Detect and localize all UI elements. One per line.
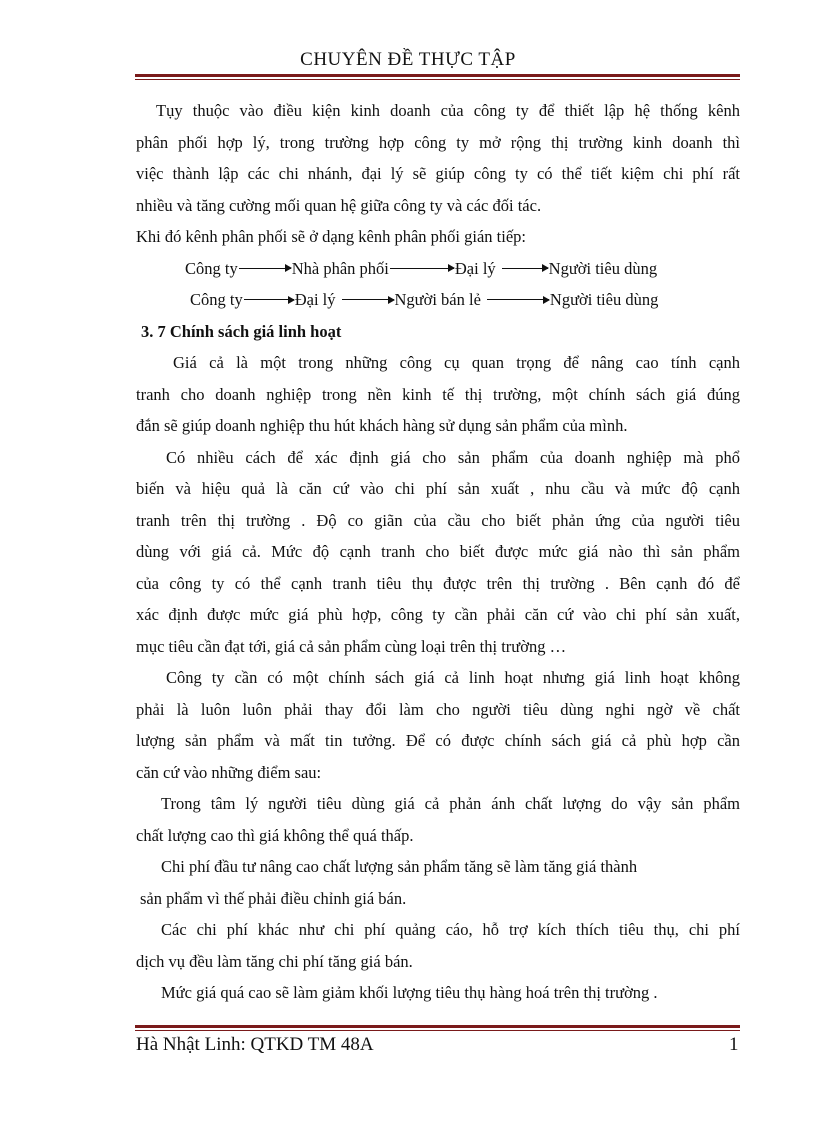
channel-node: Người tiêu dùng — [548, 258, 658, 278]
paragraph-line: lượng sản phẩm và mất tin tưởng. Để có được chính sách giá cả phù hợp cần — [136, 731, 740, 750]
arrow-right-icon — [390, 268, 454, 269]
paragraph-line: chất lượng cao thì giá không thể quá thấp. — [136, 825, 414, 845]
paragraph-line: mục tiêu cần đạt tới, giá cả sản phẩm cùng loại trên thị trường … — [136, 636, 567, 656]
channel-node: Người tiêu dùng — [549, 290, 659, 309]
paragraph-line: nhiều và tăng cường mối quan hệ giữa công ty và các đối tác. — [136, 195, 542, 215]
paragraph-line: dịch vụ đều làm tăng chi phí tăng giá bán. — [136, 951, 413, 971]
paragraph-line: tranh cho doanh nghiệp trong nền kinh tế thị trường, một chính sách giá đúng — [136, 384, 740, 404]
channel-node: Công ty — [185, 258, 238, 278]
page-header-title: CHUYÊN ĐỀ THỰC TẬP — [300, 49, 516, 70]
paragraph-line: Mức giá quá cao sẽ làm giảm khối lượng tiêu thụ hàng hoá trên thị trường . — [161, 983, 658, 1002]
arrow-right-icon — [244, 299, 294, 300]
paragraph-line: sản phẩm vì thế phải điều chỉnh giá bán. — [140, 888, 407, 908]
arrow-right-icon — [239, 268, 291, 269]
document-body — [136, 95, 740, 1009]
paragraph-line: của công ty có thể cạnh tranh tiêu thụ được trên thị trường . Bên cạnh đó để — [136, 573, 740, 593]
page-number: 1 — [729, 1034, 739, 1055]
header-rule — [135, 74, 740, 80]
paragraph-line: Chi phí đầu tư nâng cao chất lượng sản phẩm tăng sẽ làm tăng giá thành — [161, 857, 638, 876]
arrow-right-icon — [487, 299, 549, 300]
section-heading: 3. 7 Chính sách giá linh hoạt — [141, 321, 342, 341]
paragraph-line: phải là luôn luôn phải thay đổi làm cho người tiêu dùng nghi ngờ về chất — [136, 699, 740, 719]
channel-node: Đại lý — [294, 290, 336, 309]
arrow-right-icon — [502, 268, 548, 269]
paragraph-line: Các chi phí khác như chi phí quảng cáo, hỗ trợ kích thích tiêu thụ, chi phí — [161, 920, 740, 939]
channel-diagram-1 — [136, 253, 740, 285]
paragraph-line: Công ty cần có một chính sách giá cả linh hoạt nhưng giá linh hoạt không — [166, 668, 740, 687]
footer-rule — [135, 1025, 740, 1031]
paragraph-line: căn cứ vào những điểm sau: — [136, 762, 322, 782]
paragraph-line: xác định được mức giá phù hợp, công ty cần phải căn cứ vào chi phí sản xuất, — [136, 605, 740, 624]
paragraph-line: Tụy thuộc vào điều kiện kinh doanh của công ty để thiết lập hệ thống kênh — [156, 101, 740, 120]
paragraph-line: Trong tâm lý người tiêu dùng giá cả phản ánh chất lượng do vậy sản phẩm — [161, 794, 740, 813]
channel-node: Nhà phân phối — [291, 258, 389, 278]
paragraph-line: biến và hiệu quả là căn cứ vào chi phí sản xuất , nhu cầu và mức độ cạnh — [136, 479, 740, 498]
paragraph-line: phân phối hợp lý, trong trường hợp công ty mở rộng thị trường kinh doanh thì — [136, 132, 740, 152]
paragraph-line: dùng với giá cả. Mức độ cạnh tranh cho biết được mức giá nào thì sản phẩm — [136, 542, 740, 561]
channel-node: Công ty — [190, 290, 243, 309]
channel-node: Đại lý — [454, 258, 496, 278]
channel-diagram-2 — [136, 284, 740, 316]
paragraph-line: Giá cả là một trong những công cụ quan trọng để nâng cao tính cạnh — [173, 353, 740, 372]
footer-author: Hà Nhật Linh: QTKD TM 48A — [136, 1034, 374, 1055]
paragraph-line: tranh trên thị trường . Độ co giãn của cầu cho biết phản ứng của người tiêu — [136, 510, 740, 530]
paragraph-line: đắn sẽ giúp doanh nghiệp thu hút khách hàng sử dụng sản phẩm của mình. — [136, 416, 628, 435]
arrow-right-icon — [342, 299, 394, 300]
paragraph-line: Có nhiều cách để xác định giá cho sản phẩm của doanh nghiệp mà phổ — [166, 447, 740, 467]
channel-node: Người bán lẻ — [394, 290, 481, 309]
paragraph-line: Khi đó kênh phân phối sẽ ở dạng kênh phân phối gián tiếp: — [136, 227, 526, 246]
paragraph-line: việc thành lập các chi nhánh, đại lý sẽ giúp công ty có thể tiết kiệm chi phí rất — [136, 164, 740, 183]
